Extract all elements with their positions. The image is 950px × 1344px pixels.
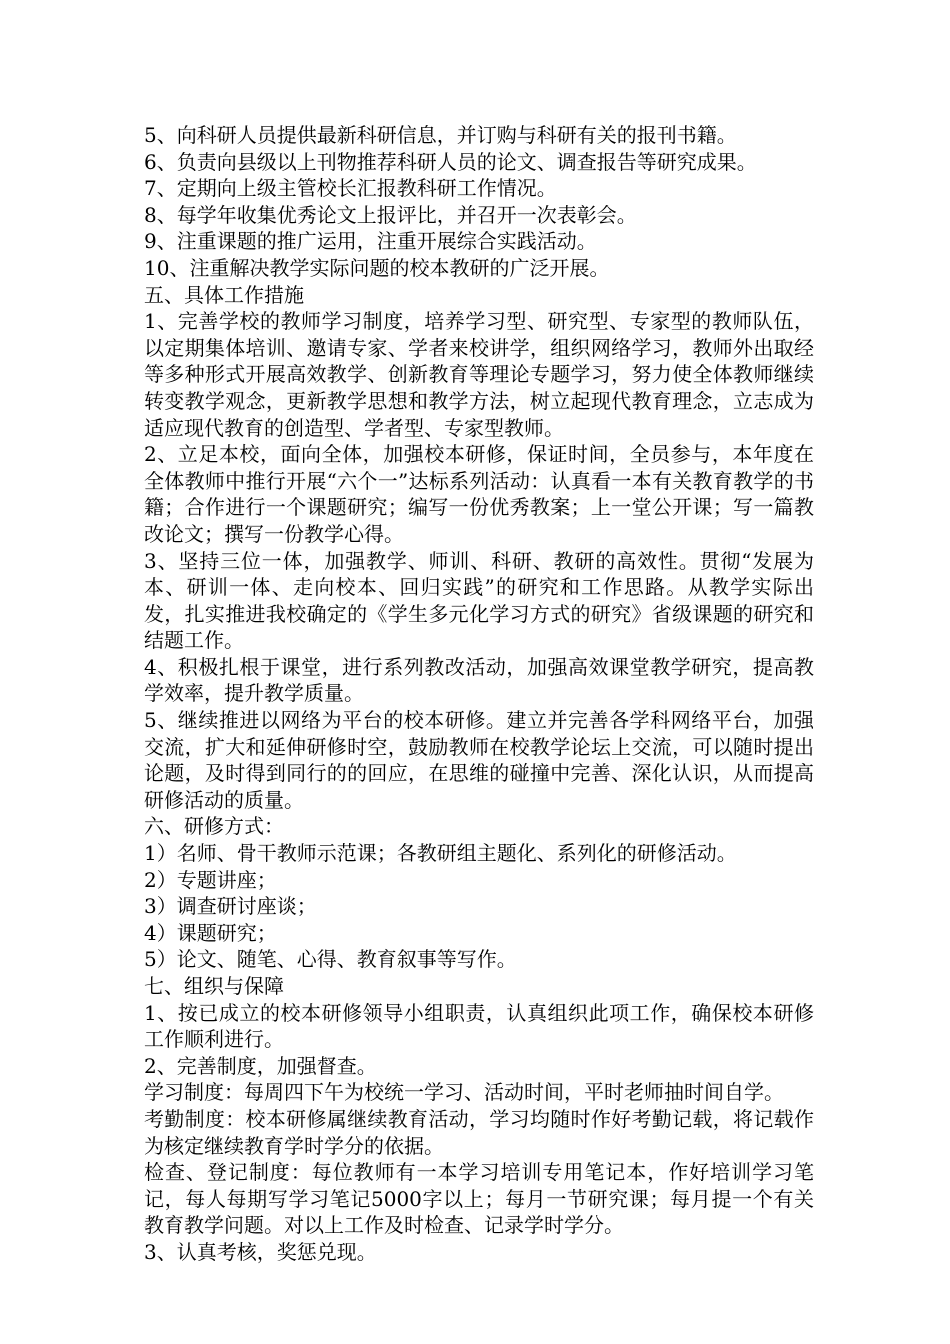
paragraph: 8、每学年收集优秀论文上报评比，并召开一次表彰会。 bbox=[144, 202, 637, 227]
paragraph: 10、注重解决教学实际问题的校本教研的广泛开展。 bbox=[144, 255, 610, 280]
section-heading: 六、研修方式： bbox=[144, 814, 284, 839]
paragraph: 4、积极扎根于课堂，进行系列教改活动，加强高效课堂教学研究，提高教学效率，提升教学质量。 bbox=[144, 654, 814, 706]
paragraph: 6、负责向县级以上刊物推荐科研人员的论文、调查报告等研究成果。 bbox=[144, 149, 757, 174]
list-item: 3）调查研讨座谈； bbox=[144, 894, 317, 919]
paragraph: 3、认真考核，奖惩兑现。 bbox=[144, 1239, 377, 1264]
paragraph: 1、按已成立的校本研修领导小组职责，认真组织此项工作，确保校本研修工作顺利进行。 bbox=[144, 1000, 814, 1052]
list-item: 5）论文、随笔、心得、教育叙事等写作。 bbox=[144, 947, 517, 972]
list-item: 2）专题讲座； bbox=[144, 867, 277, 892]
paragraph: 2、立足本校，面向全体，加强校本研修，保证时间，全员参与，本年度在全体教师中推行开展“六个一”达标系列活动：认真看一本有关教育教学的书籍；合作进行一个课题研究；编写一份优秀教案；上一堂公开课；写一篇教改论文；撰写一份教学心得。 bbox=[144, 442, 814, 546]
paragraph: 考勤制度：校本研修属继续教育活动，学习均随时作好考勤记载，将记载作为核定继续教育学时学分的依据。 bbox=[144, 1106, 814, 1158]
paragraph: 3、坚持三位一体，加强教学、师训、科研、教研的高效性。贯彻“发展为本、研训一体、走向校本、回归实践”的研究和工作思路。从教学实际出发，扎实推进我校确定的《学生多元化学习方式的研究》省级课题的研究和结题工作。 bbox=[144, 548, 814, 653]
section-heading: 七、组织与保障 bbox=[144, 974, 284, 998]
paragraph: 5、向科研人员提供最新科研信息，并订购与科研有关的报刊书籍。 bbox=[144, 123, 737, 147]
document-body bbox=[144, 122, 814, 1266]
paragraph: 9、注重课题的推广运用，注重开展综合实践活动。 bbox=[144, 229, 597, 254]
paragraph: 1、完善学校的教师学习制度，培养学习型、研究型、专家型的教师队伍，以定期集体培训、邀请专家、学者来校讲学，组织网络学习，教师外出取经等多种形式开展高效教学、创新教育等理论专题学习，努力使全体教师继续转变教学观念，更新教学思想和教学方法，树立起现代教育理念，立志成为适应现代教育的创造型、学者型、专家型教师。 bbox=[144, 309, 814, 440]
section-heading: 五、具体工作措施 bbox=[144, 282, 304, 307]
paragraph: 检查、登记制度：每位教师有一本学习培训专用笔记本，作好培训学习笔记，每人每期写学习笔记5000字以上；每月一节研究课；每月提一个有关教育教学问题。对以上工作及时检查、记录学时学分。 bbox=[144, 1160, 814, 1238]
list-item: 4）课题研究； bbox=[144, 920, 277, 945]
paragraph: 5、继续推进以网络为平台的校本研修。建立并完善各学科网络平台，加强交流，扩大和延伸研修时空，鼓励教师在校教学论坛上交流，可以随时提出论题，及时得到同行的的回应，在思维的碰撞中完善、深化认识，从而提高研修活动的质量。 bbox=[144, 708, 814, 812]
paragraph: 7、定期向上级主管校长汇报教科研工作情况。 bbox=[144, 176, 557, 201]
paragraph: 学习制度：每周四下午为校统一学习、活动时间，平时老师抽时间自学。 bbox=[144, 1080, 784, 1105]
list-item: 1）名师、骨干教师示范课；各教研组主题化、系列化的研修活动。 bbox=[144, 841, 737, 866]
paragraph: 2、完善制度，加强督查。 bbox=[144, 1053, 377, 1078]
